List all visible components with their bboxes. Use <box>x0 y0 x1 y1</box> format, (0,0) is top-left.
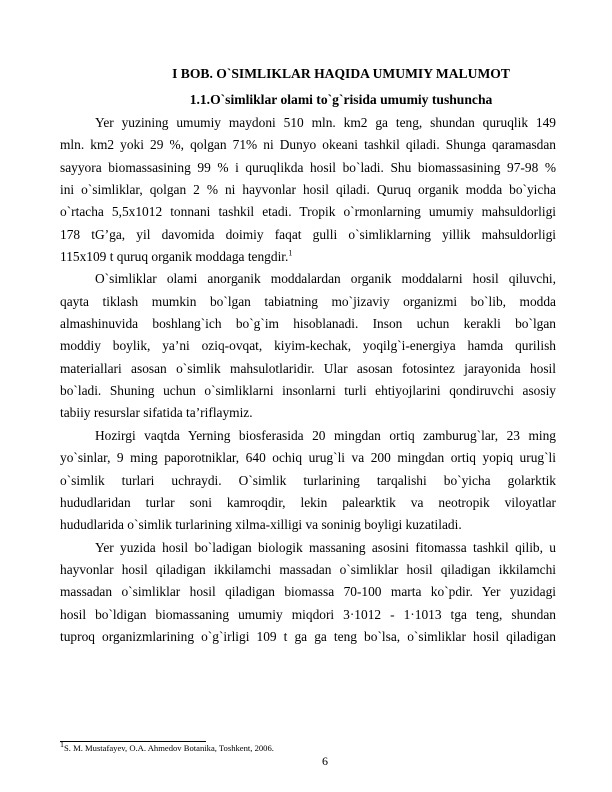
footnote-reference[interactable]: 1 <box>288 248 293 258</box>
line-text: moddiy boylik, ya’ni oziq-ovqat, kiyim-kechak, yoqilg`i-energiya hamda qurilish <box>60 338 556 354</box>
line-text: hududlaridan turlar soni kamroqdir, lekin palearktik va neotropik viloyatlar <box>60 494 556 510</box>
line-text: ini o`simliklar, qolgan 2 % ni hayvonlar hosil qiladi. Quruq organik modda bo`yicha <box>60 182 556 198</box>
chapter-heading: I BOB. O`SIMLIKLAR HAQIDA UMUMIY MALUMOT <box>172 66 510 81</box>
line-text: hududlarida o`simlik turlarining xilma-xilligi va soninig boyligi kuzatiladi. <box>60 517 462 533</box>
page-number: 6 <box>322 754 328 768</box>
line-text: qayta tiklash mumkin bo`lgan tabiatning mo`jizaviy organizmi bo`lib, modda <box>60 293 556 309</box>
text-line <box>60 425 556 447</box>
line-text: o`simlik turlari uchraydi. O`simlik turlarining tarqalishi bo`yicha golarktik <box>60 472 556 488</box>
text-line <box>60 559 556 581</box>
paragraph <box>60 425 556 537</box>
line-text: bo`ladi. Shuning uchun o`simliklarni insonlarni turli ehtiyojlarini qondiruvchi asosiy <box>60 383 556 399</box>
text-line <box>60 604 556 626</box>
text-line <box>60 402 556 424</box>
text-line <box>60 179 556 201</box>
line-text: mln. km2 yoki 29 %, qolgan 71% ni Dunyo okeani tashkil qiladi. Shunga qaramasdan <box>60 137 556 153</box>
line-text: materiallari asosan o`simlik mahsulotlaridir. Ular asosan fotosintez jarayonida hosil <box>60 360 556 376</box>
line-text: 115x109 t quruq organik moddaga tengdir. <box>60 249 289 265</box>
text-line <box>60 514 556 536</box>
body-text <box>60 112 556 648</box>
line-text: yo`sinlar, 9 ming paporotniklar, 640 ochiq urug`li va 200 mingdan ortiq yopiq urug`li <box>60 450 556 466</box>
text-line <box>60 358 556 380</box>
text-line <box>60 626 556 648</box>
paragraph <box>60 112 556 268</box>
text-line <box>60 246 556 268</box>
line-text: hayvonlar hosil qiladigan ikkilamchi massadan o`simliklar hosil qiladigan ikkilamchi <box>60 561 556 577</box>
text-line <box>60 291 556 313</box>
text-line <box>60 224 556 246</box>
footnote-divider <box>60 741 206 742</box>
text-line <box>60 447 556 469</box>
line-text: massadan o`simliklar hosil qiladigan biomassa 70-100 marta ko`pdir. Yer yuzidagi <box>60 584 556 600</box>
line-text: 178 tG’ga, yil davomida doimiy faqat gulli o`simliklarning yillik mahsuldorligi <box>60 226 556 242</box>
line-text: O`simliklar olami anorganik moddalardan organik moddalarni hosil qiluvchi, <box>95 271 556 287</box>
text-line <box>60 201 556 223</box>
footnote-marker: 1 <box>60 740 64 750</box>
line-text: tabiiy resurslar sifatida ta’riflaymiz. <box>60 405 253 421</box>
line-text: Yer yuzida hosil bo`ladigan biologik massaning asosini fitomassa tashkil qilib, u <box>95 539 556 555</box>
line-text: o`rtacha 5,5x1012 tonnani tashkil etadi. Tropik o`rmonlarning umumiy mahsuldorligi <box>60 204 556 220</box>
text-line <box>60 134 556 156</box>
text-line <box>60 157 556 179</box>
line-text: Yer yuzining umumiy maydoni 510 mln. km2 ga teng, shundan quruqlik 149 <box>95 115 556 130</box>
paragraph <box>60 268 556 424</box>
text-line <box>60 537 556 559</box>
text-line <box>60 380 556 402</box>
text-line <box>60 470 556 492</box>
text-line <box>60 335 556 357</box>
footnote <box>60 740 274 753</box>
text-line <box>60 581 556 603</box>
line-text: tuproq organizmlarining o`g`irligi 109 t ga ga teng bo`lsa, o`simliklar hosil qiladigan <box>60 628 556 644</box>
text-line <box>60 492 556 514</box>
text-line <box>60 313 556 335</box>
text-line <box>60 112 556 134</box>
text-line <box>60 268 556 290</box>
section-heading: 1.1.O`simliklar olami to`g`risida umumiy tushuncha <box>189 92 493 107</box>
line-text: Hozirgi vaqtda Yerning biosferasida 20 mingdan ortiq zamburug`lar, 23 ming <box>95 427 556 443</box>
line-text: almashinuvida boshlang`ich bo`g`im hisoblanadi. Inson uchun kerakli bo`lgan <box>60 316 556 332</box>
paragraph <box>60 537 556 649</box>
line-text: sayyora biomassasining 99 % i quruqlikda hosil bo`ladi. Shu biomassasining 97-98 % <box>60 159 556 175</box>
footnote-text: S. M. Mustafayev, O.A. Ahmedov Botanika, Toshkent, 2006. <box>64 743 274 753</box>
line-text: hosil bo`ldigan biomassaning umumiy miqdori 3·1012 - 1·1013 tga teng, shundan <box>60 606 556 622</box>
